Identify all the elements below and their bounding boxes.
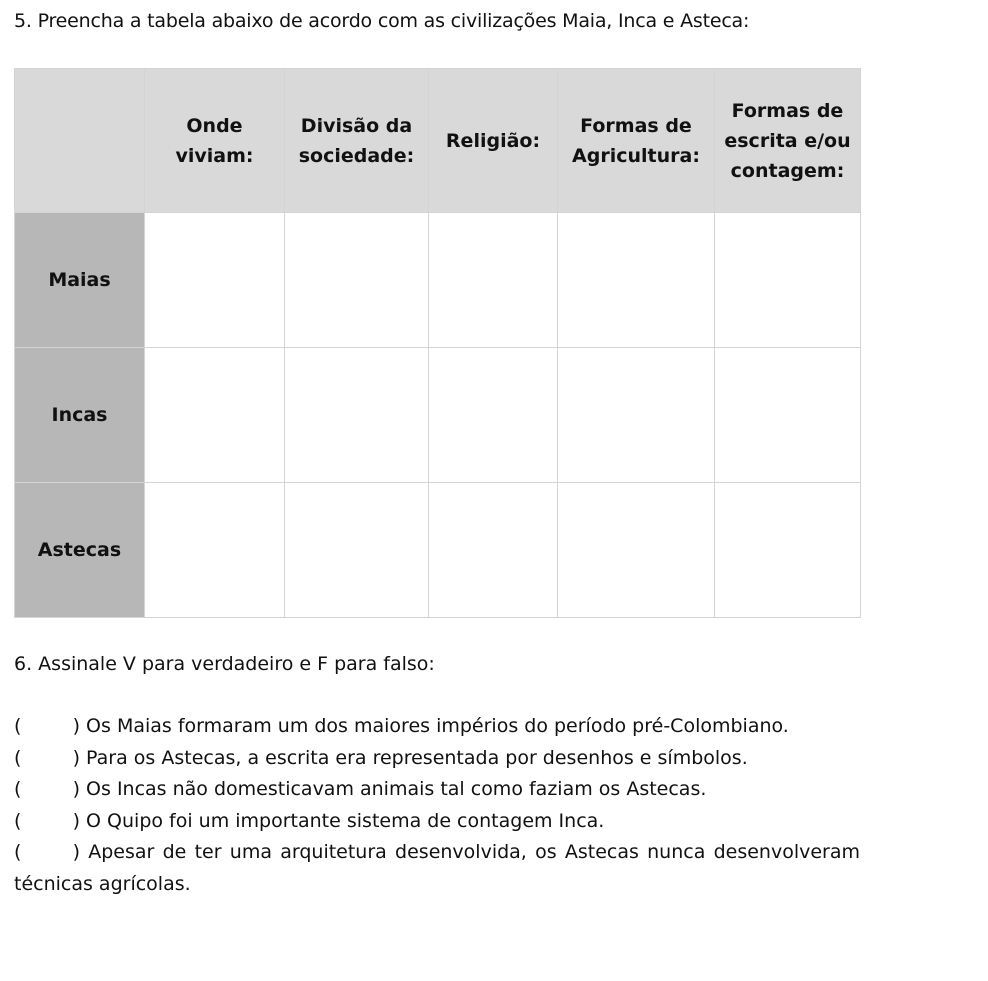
- answer-cell[interactable]: [715, 213, 861, 348]
- column-header-onde-viviam: [145, 69, 285, 213]
- question-5-title: 5. Preencha a tabela abaixo de acordo com as civilizações Maia, Inca e Asteca:: [14, 10, 750, 32]
- table-corner-cell: [15, 69, 145, 213]
- close-paren: ): [72, 809, 80, 832]
- column-header-label: Divisão da sociedade:: [298, 114, 415, 167]
- answer-cell[interactable]: [429, 348, 558, 483]
- close-paren: ): [72, 841, 80, 863]
- answer-blank[interactable]: [14, 774, 80, 806]
- true-false-list: [14, 711, 860, 900]
- row-header-incas: Incas: [15, 348, 145, 483]
- answer-cell[interactable]: [145, 213, 285, 348]
- question-6-title: 6. Assinale V para verdadeiro e F para falso:: [14, 653, 435, 675]
- answer-cell[interactable]: [285, 213, 429, 348]
- column-header-label: Formas de Agricultura:: [572, 114, 700, 167]
- answer-blank[interactable]: [14, 743, 80, 775]
- list-item: [14, 711, 860, 743]
- answer-blank[interactable]: [14, 806, 80, 838]
- answer-cell[interactable]: [285, 348, 429, 483]
- table-header-row: [15, 69, 861, 213]
- answer-cell[interactable]: [715, 483, 861, 618]
- answer-blank[interactable]: [14, 711, 80, 743]
- open-paren: (: [14, 809, 22, 832]
- answer-cell[interactable]: [145, 348, 285, 483]
- close-paren: ): [72, 778, 80, 800]
- list-item: [14, 743, 860, 775]
- answer-cell[interactable]: [285, 483, 429, 618]
- statement-text: Apesar de ter uma arquitetura desenvolvida, os Astecas nunca desenvolveram técnicas agrícolas.: [14, 841, 860, 895]
- statement-text: O Quipo foi um importante sistema de contagem Inca.: [86, 809, 605, 832]
- civilizations-table: [14, 68, 861, 618]
- column-header-divisao-sociedade: [285, 69, 429, 213]
- column-header-label: Onde viviam:: [175, 114, 254, 167]
- open-paren: (: [14, 778, 22, 800]
- answer-cell[interactable]: [558, 213, 715, 348]
- answer-cell[interactable]: [715, 348, 861, 483]
- close-paren: ): [72, 746, 80, 769]
- open-paren: (: [14, 746, 22, 769]
- row-header-astecas: Astecas: [15, 483, 145, 618]
- open-paren: (: [14, 715, 22, 737]
- list-item: [14, 774, 860, 806]
- column-header-religiao: [429, 69, 558, 213]
- answer-cell[interactable]: [145, 483, 285, 618]
- row-header-maias: Maias: [15, 213, 145, 348]
- statement-text: Os Incas não domesticavam animais tal como faziam os Astecas.: [86, 778, 707, 800]
- list-item: [14, 837, 860, 900]
- column-header-label: Formas de escrita e/ou contagem:: [724, 99, 851, 182]
- answer-blank[interactable]: [14, 837, 80, 869]
- statement-text: Para os Astecas, a escrita era representada por desenhos e símbolos.: [86, 746, 748, 769]
- table-row: [15, 348, 861, 483]
- answer-cell[interactable]: [558, 348, 715, 483]
- answer-cell[interactable]: [429, 483, 558, 618]
- open-paren: (: [14, 841, 22, 863]
- close-paren: ): [72, 715, 80, 737]
- column-header-escrita-contagem: [715, 69, 861, 213]
- column-header-label: Religião:: [445, 129, 541, 152]
- answer-cell[interactable]: [558, 483, 715, 618]
- column-header-agricultura: [558, 69, 715, 213]
- table-row: [15, 483, 861, 618]
- table-row: [15, 213, 861, 348]
- answer-cell[interactable]: [429, 213, 558, 348]
- list-item: [14, 806, 860, 838]
- statement-text: Os Maias formaram um dos maiores impérios do período pré-Colombiano.: [86, 715, 789, 737]
